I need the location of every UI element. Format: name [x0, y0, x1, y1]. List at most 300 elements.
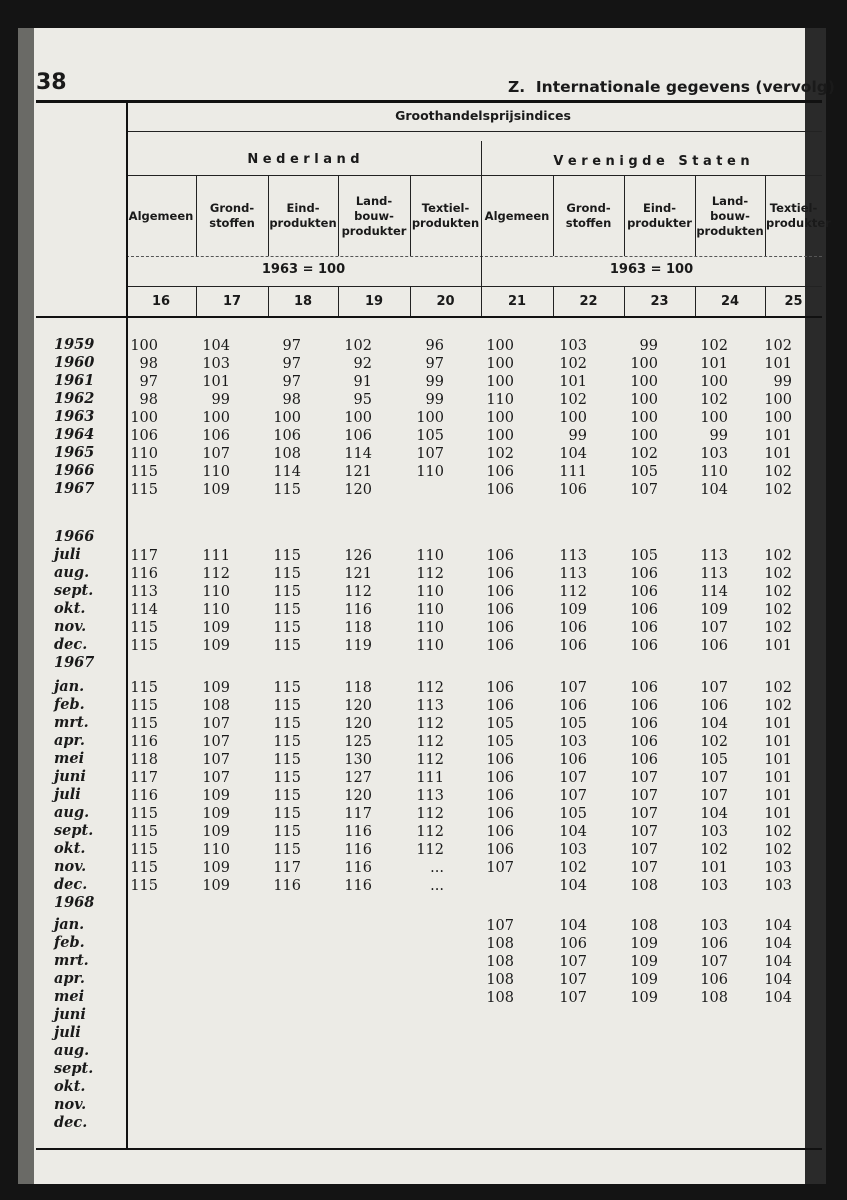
table-cell: 121: [344, 464, 372, 480]
table-cell: 97: [282, 374, 301, 390]
table-cell: 113: [416, 788, 444, 804]
table-cell: 106: [486, 842, 514, 858]
table-cell: 106: [559, 698, 587, 714]
table-cell: 126: [344, 548, 372, 564]
table-cell: 112: [416, 842, 444, 858]
table-cell: 103: [700, 918, 728, 934]
table-cell: 99: [568, 428, 587, 444]
column-header-18: Eind- produkten: [269, 201, 337, 230]
table-cell: 115: [273, 824, 301, 840]
column-header-20: Textiel- produkten: [411, 201, 480, 230]
table-cell: ...: [430, 878, 444, 894]
table-cell: 115: [130, 716, 158, 732]
table-cell: 100: [630, 428, 658, 444]
table-cell: 92: [353, 356, 372, 372]
table-cell: 105: [630, 464, 658, 480]
table-cell: 115: [273, 770, 301, 786]
table-cell: 101: [764, 428, 792, 444]
row-label: nov.: [54, 618, 87, 635]
table-cell: 100: [486, 356, 514, 372]
column-header-25: Textiel- produkter: [766, 201, 831, 230]
group-nederland: N e d e r l a n d: [247, 152, 360, 167]
table-cell: 115: [273, 602, 301, 618]
column-number-24: 24: [720, 294, 740, 309]
table-cell: 114: [130, 602, 158, 618]
table-cell: 102: [764, 698, 792, 714]
table-cell: 117: [344, 806, 372, 822]
table-cell: 100: [630, 410, 658, 426]
table-cell: 102: [344, 338, 372, 354]
table-cell: 116: [130, 566, 158, 582]
table-cell: 106: [630, 698, 658, 714]
table-cell: 111: [202, 548, 230, 564]
row-label: 1963: [54, 408, 95, 425]
table-cell: 102: [700, 734, 728, 750]
table-cell: 109: [202, 824, 230, 840]
header-rule: [36, 100, 822, 103]
table-cell: 108: [273, 446, 301, 462]
table-cell: 109: [630, 972, 658, 988]
table-cell: 101: [764, 638, 792, 654]
table-cell: 110: [202, 464, 230, 480]
table-cell: 103: [700, 824, 728, 840]
table-cell: 107: [202, 752, 230, 768]
table-cell: 118: [344, 680, 372, 696]
table-cell: 105: [486, 734, 514, 750]
table-cell: 104: [559, 918, 587, 934]
table-cell: 106: [700, 638, 728, 654]
table-cell: 109: [202, 860, 230, 876]
table-cell: 107: [630, 860, 658, 876]
base-verenigde-staten: 1963 = 100: [609, 262, 694, 277]
table-cell: 118: [344, 620, 372, 636]
table-cell: 100: [764, 410, 792, 426]
table-cell: 101: [202, 374, 230, 390]
row-label: dec.: [54, 1114, 88, 1131]
column-number-16: 16: [151, 294, 171, 309]
table-cell: 110: [416, 620, 444, 636]
table-cell: 120: [344, 698, 372, 714]
table-cell: 117: [273, 860, 301, 876]
table-cell: 115: [273, 698, 301, 714]
table-cell: 109: [202, 638, 230, 654]
table-cell: 107: [630, 806, 658, 822]
column-header-23: Eind- produkter: [627, 201, 692, 230]
table-cell: 106: [630, 752, 658, 768]
table-cell: 99: [425, 374, 444, 390]
table-cell: 116: [344, 878, 372, 894]
table-cell: 109: [700, 602, 728, 618]
table-cell: 104: [559, 824, 587, 840]
row-label: sept.: [54, 822, 94, 839]
table-cell: 100: [202, 410, 230, 426]
table-cell: 115: [130, 806, 158, 822]
row-label: juni: [54, 1006, 86, 1023]
table-cell: 100: [700, 410, 728, 426]
page-number: 38: [36, 70, 67, 95]
table-cell: 117: [130, 770, 158, 786]
table-cell: 106: [486, 566, 514, 582]
table-cell: 100: [486, 374, 514, 390]
column-number-23: 23: [650, 294, 669, 309]
table-cell: 110: [416, 638, 444, 654]
column-number-17: 17: [222, 294, 242, 309]
table-cell: 110: [416, 464, 444, 480]
row-label: 1965: [54, 444, 95, 461]
table-cell: 106: [344, 428, 372, 444]
table-cell: 106: [630, 638, 658, 654]
table-cell: 100: [700, 374, 728, 390]
table-cell: 97: [282, 356, 301, 372]
table-cell: 103: [764, 860, 792, 876]
table-cell: 105: [559, 716, 587, 732]
table-cell: 107: [630, 842, 658, 858]
row-label: okt.: [54, 840, 86, 857]
table-cell: 109: [559, 602, 587, 618]
table-cell: 100: [130, 410, 158, 426]
table-cell: 104: [559, 446, 587, 462]
table-cell: 107: [630, 482, 658, 498]
table-cell: 112: [344, 584, 372, 600]
table-cell: 103: [559, 842, 587, 858]
footer-rule: [36, 1148, 822, 1150]
table-cell: 115: [273, 716, 301, 732]
row-label: juli: [54, 1024, 81, 1041]
row-label: 1967: [54, 480, 95, 497]
row-label: juli: [54, 546, 81, 563]
row-label: feb.: [54, 934, 85, 951]
table-cell: 112: [202, 566, 230, 582]
table-cell: 100: [344, 410, 372, 426]
table-cell: 101: [764, 446, 792, 462]
table-cell: 106: [486, 482, 514, 498]
row-label: apr.: [54, 970, 85, 987]
table-cell: 102: [764, 680, 792, 696]
column-header-22: Grond- stoffen: [565, 201, 612, 230]
table-cell: 117: [130, 548, 158, 564]
table-cell: 115: [273, 566, 301, 582]
table-cell: 106: [486, 824, 514, 840]
table-cell: 102: [700, 392, 728, 408]
column-number-19: 19: [364, 294, 384, 309]
table-cell: 100: [273, 410, 301, 426]
table-cell: 115: [273, 806, 301, 822]
table-cell: 115: [273, 548, 301, 564]
table-cell: 115: [273, 584, 301, 600]
table-cell: 109: [630, 954, 658, 970]
table-cell: 106: [486, 548, 514, 564]
table-cell: 107: [700, 620, 728, 636]
table-cell: 107: [202, 734, 230, 750]
table-cell: 112: [416, 806, 444, 822]
table-cell: 106: [486, 680, 514, 696]
row-label: nov.: [54, 1096, 87, 1113]
column-number-25: 25: [784, 294, 803, 309]
column-header-17: Grond- stoffen: [209, 201, 255, 230]
table-cell: 106: [486, 638, 514, 654]
column-header-24: Land- bouw- produkten: [696, 193, 764, 238]
table-cell: 103: [764, 878, 792, 894]
table-cell: 106: [486, 698, 514, 714]
table-cell: 107: [630, 788, 658, 804]
table-cell: 110: [416, 548, 444, 564]
row-label: okt.: [54, 600, 86, 617]
section-title: Z. Internationale gegevens (vervolg): [508, 78, 835, 96]
column-number-18: 18: [293, 294, 313, 309]
row-label: aug.: [54, 564, 90, 581]
table-cell: 106: [700, 972, 728, 988]
table-cell: 115: [273, 842, 301, 858]
table-cell: 107: [559, 972, 587, 988]
table-cell: 106: [630, 716, 658, 732]
table-cell: 120: [344, 482, 372, 498]
table-cell: 109: [630, 936, 658, 952]
table-cell: 106: [559, 482, 587, 498]
table-cell: 103: [202, 356, 230, 372]
table-cell: 99: [211, 392, 230, 408]
table-cell: 98: [139, 356, 158, 372]
table-cell: 107: [559, 990, 587, 1006]
table-cell: 106: [559, 752, 587, 768]
table-cell: 102: [764, 584, 792, 600]
table-cell: 100: [416, 410, 444, 426]
table-cell: 113: [559, 566, 587, 582]
table-cell: 102: [764, 464, 792, 480]
table-cell: 107: [559, 788, 587, 804]
table-cell: 102: [764, 566, 792, 582]
table-cell: 115: [130, 620, 158, 636]
table-cell: 107: [559, 954, 587, 970]
table-cell: 110: [202, 584, 230, 600]
row-label: sept.: [54, 1060, 94, 1077]
row-label: dec.: [54, 636, 88, 653]
table-cell: 110: [416, 602, 444, 618]
table-cell: 95: [353, 392, 372, 408]
row-label: 1964: [54, 426, 95, 443]
table-cell: 115: [273, 734, 301, 750]
table-cell: 99: [773, 374, 792, 390]
table-cell: 91: [353, 374, 372, 390]
page: [18, 28, 835, 1184]
table-cell: 115: [130, 464, 158, 480]
table-cell: 118: [130, 752, 158, 768]
column-header-19: Land- bouw- produkter: [341, 193, 407, 238]
table-cell: 106: [559, 638, 587, 654]
table-cell: 115: [273, 752, 301, 768]
table-cell: 115: [130, 860, 158, 876]
row-label: juni: [54, 768, 86, 785]
table-cell: 108: [630, 918, 658, 934]
table-cell: 109: [202, 620, 230, 636]
row-label: apr.: [54, 732, 85, 749]
table-cell: 99: [639, 338, 658, 354]
table-cell: 116: [273, 878, 301, 894]
table-cell: 106: [630, 584, 658, 600]
table-cell: 106: [486, 620, 514, 636]
table-cell: 102: [700, 842, 728, 858]
table-cell: 127: [344, 770, 372, 786]
table-cell: 106: [486, 788, 514, 804]
table-cell: 97: [425, 356, 444, 372]
table-cell: 98: [282, 392, 301, 408]
table-cell: 112: [416, 734, 444, 750]
table-cell: 115: [273, 482, 301, 498]
table-cell: 102: [764, 338, 792, 354]
table-cell: 110: [202, 602, 230, 618]
table-cell: 107: [559, 770, 587, 786]
table-main-header: Groothandelsprijsindices: [395, 108, 571, 123]
row-label: jan.: [54, 916, 85, 933]
table-cell: 107: [416, 446, 444, 462]
table-cell: 112: [416, 716, 444, 732]
table-cell: 115: [273, 788, 301, 804]
table-cell: 101: [700, 356, 728, 372]
table-cell: 115: [130, 698, 158, 714]
table-cell: 102: [764, 602, 792, 618]
table-cell: 99: [425, 392, 444, 408]
table-cell: 116: [344, 602, 372, 618]
table-cell: 112: [416, 752, 444, 768]
column-header-16: Algemeen: [128, 208, 194, 223]
table-cell: 115: [130, 878, 158, 894]
table-cell: 101: [764, 752, 792, 768]
table-cell: 106: [486, 806, 514, 822]
table-cell: 106: [630, 680, 658, 696]
table-cell: 103: [700, 878, 728, 894]
table-cell: 114: [700, 584, 728, 600]
table-cell: 106: [273, 428, 301, 444]
table-cell: 109: [630, 990, 658, 1006]
table-cell: 106: [202, 428, 230, 444]
table-cell: 116: [344, 842, 372, 858]
table-cell: 107: [700, 770, 728, 786]
row-label: 1967: [54, 654, 95, 671]
table-cell: 101: [764, 356, 792, 372]
table-cell: 101: [559, 374, 587, 390]
column-number-22: 22: [579, 294, 598, 309]
row-label: juli: [54, 786, 81, 803]
row-label: aug.: [54, 804, 90, 821]
table-cell: 102: [559, 356, 587, 372]
table-cell: 101: [764, 788, 792, 804]
column-number-20: 20: [436, 294, 455, 309]
table-cell: 102: [764, 620, 792, 636]
row-label: jan.: [54, 678, 85, 695]
table-cell: 106: [486, 584, 514, 600]
table-cell: 101: [764, 806, 792, 822]
row-label: feb.: [54, 696, 85, 713]
book-spine: [18, 28, 34, 1184]
table-cell: 102: [764, 548, 792, 564]
row-label: mrt.: [54, 952, 89, 969]
table-cell: 102: [764, 842, 792, 858]
table-cell: 113: [130, 584, 158, 600]
table-cell: 106: [630, 602, 658, 618]
table-cell: 115: [130, 842, 158, 858]
table-cell: 112: [416, 680, 444, 696]
row-label: 1966: [54, 528, 95, 545]
table-cell: 100: [630, 392, 658, 408]
table-cell: 111: [416, 770, 444, 786]
table-cell: 104: [559, 878, 587, 894]
table-cell: 102: [486, 446, 514, 462]
table-cell: 114: [344, 446, 372, 462]
table-cell: 109: [202, 788, 230, 804]
table-cell: 110: [486, 392, 514, 408]
table-cell: 97: [282, 338, 301, 354]
table-cell: 110: [202, 842, 230, 858]
table-cell: 106: [630, 620, 658, 636]
column-header-21: Algemeen: [484, 208, 550, 223]
table-cell: 107: [630, 824, 658, 840]
table-cell: 113: [559, 548, 587, 564]
table-cell: 116: [344, 824, 372, 840]
table-cell: 107: [700, 680, 728, 696]
table-cell: 104: [700, 716, 728, 732]
table-cell: 112: [416, 824, 444, 840]
table-cell: 100: [630, 356, 658, 372]
table-cell: 105: [486, 716, 514, 732]
table-cell: 111: [559, 464, 587, 480]
table-cell: 105: [559, 806, 587, 822]
table-cell: 102: [559, 860, 587, 876]
table-cell: 104: [700, 806, 728, 822]
table-cell: 107: [202, 446, 230, 462]
table-cell: 101: [764, 716, 792, 732]
table-cell: 100: [559, 410, 587, 426]
table-cell: 110: [130, 446, 158, 462]
table-cell: 103: [559, 338, 587, 354]
table-cell: 104: [700, 482, 728, 498]
table-cell: 106: [486, 752, 514, 768]
table-cell: 105: [700, 752, 728, 768]
table-cell: ...: [430, 860, 444, 876]
row-label: nov.: [54, 858, 87, 875]
table-cell: 109: [202, 806, 230, 822]
table-cell: 99: [709, 428, 728, 444]
table-cell: 102: [559, 392, 587, 408]
table-cell: 103: [559, 734, 587, 750]
table-cell: 115: [130, 638, 158, 654]
table-cell: 104: [764, 918, 792, 934]
table-cell: 107: [202, 716, 230, 732]
table-cell: 101: [764, 770, 792, 786]
row-label: sept.: [54, 582, 94, 599]
table-cell: 108: [700, 990, 728, 1006]
table-cell: 104: [764, 936, 792, 952]
row-label: okt.: [54, 1078, 86, 1095]
base-nederland: 1963 = 100: [261, 262, 346, 277]
table-cell: 108: [202, 698, 230, 714]
table-cell: 116: [344, 860, 372, 876]
table-cell: 110: [700, 464, 728, 480]
table-cell: 107: [700, 954, 728, 970]
table-cell: 104: [764, 990, 792, 1006]
table-cell: 112: [559, 584, 587, 600]
row-label: aug.: [54, 1042, 90, 1059]
table-cell: 107: [202, 770, 230, 786]
row-label: 1961: [54, 372, 95, 389]
table-cell: 120: [344, 788, 372, 804]
table-cell: 100: [130, 338, 158, 354]
table-cell: 102: [630, 446, 658, 462]
table-cell: 100: [630, 374, 658, 390]
row-label: mrt.: [54, 714, 89, 731]
table-cell: 106: [559, 620, 587, 636]
table-cell: 108: [486, 954, 514, 970]
table-cell: 100: [486, 410, 514, 426]
row-label: mei: [54, 750, 85, 767]
